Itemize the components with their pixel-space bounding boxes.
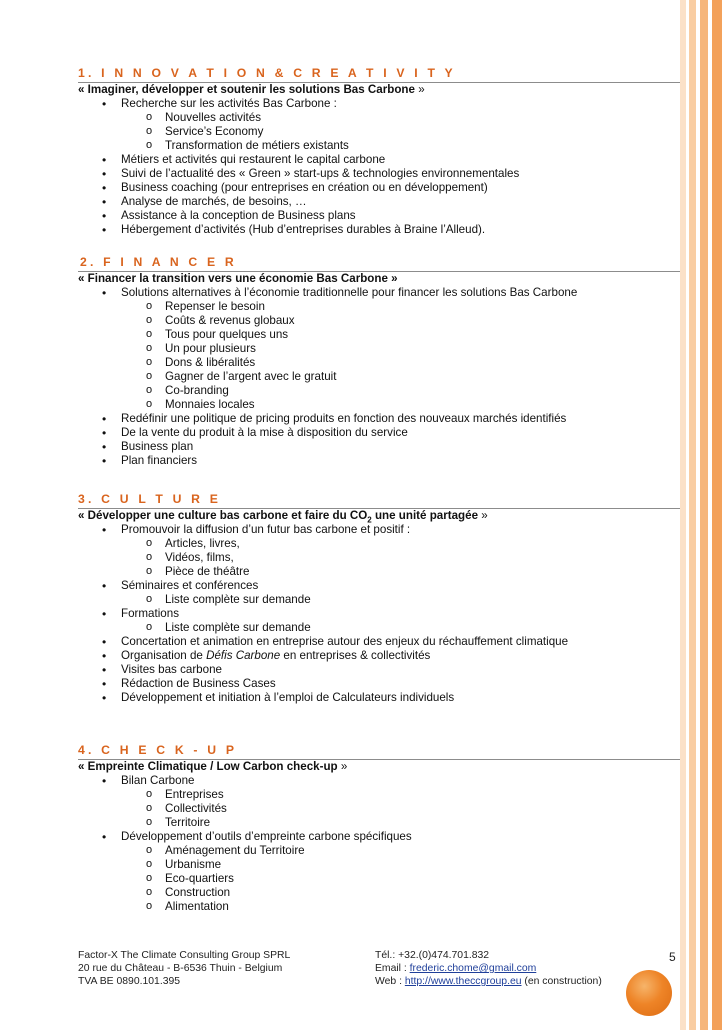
section-title: 4. C H E C K - U P (78, 743, 680, 760)
list-item: • Plan financiers (78, 454, 680, 468)
list-item: o Entreprises (78, 788, 680, 802)
bullet-list (78, 523, 680, 705)
list-item: • Formations o Liste complète sur demande (78, 607, 680, 635)
list-item: o Repenser le besoin (78, 300, 680, 314)
bullet-list (78, 774, 680, 914)
page-number: 5 (669, 950, 676, 964)
list-item: o Coûts & revenus globaux (78, 314, 680, 328)
web-line: Web : http://www.theccgroup.eu (en construction) (375, 976, 602, 987)
list-item: • Hébergement d’activités (Hub d’entreprises durables à Braine l’Alleud). (78, 223, 680, 237)
list-item: • Visites bas carbone (78, 663, 680, 677)
section-financer (78, 255, 680, 468)
footer-company-block (78, 949, 368, 988)
list-item: • Business coaching (pour entreprises en création ou en développement) (78, 181, 680, 195)
list-item: • Développement d’outils d’empreinte carbone spécifiques o Aménagement du Territoire o Urbanisme o Eco-quartiers o Construction o Alimentation (78, 830, 680, 914)
list-item: • Business plan (78, 440, 680, 454)
section-title: 3. C U L T U R E (78, 492, 680, 509)
list-item: • Concertation et animation en entreprise autour des enjeux du réchauffement climatique (78, 635, 680, 649)
list-item: o Liste complète sur demande (78, 593, 680, 607)
section-subtitle: « Imaginer, développer et soutenir les solutions Bas Carbone » (78, 83, 425, 96)
list-item: o Alimentation (78, 900, 680, 914)
list-item: o Vidéos, films, (78, 551, 680, 565)
orange-circle-decoration (626, 970, 672, 1016)
list-item: o Construction (78, 886, 680, 900)
sub-list (121, 593, 680, 607)
sub-list (121, 300, 680, 412)
section-culture (78, 492, 680, 705)
list-item: o Articles, livres, (78, 537, 680, 551)
email-link[interactable]: frederic.chome@gmail.com (409, 963, 537, 974)
list-item: o Territoire (78, 816, 680, 830)
list-item: • Promouvoir la diffusion d’un futur bas carbone et positif : o Articles, livres, o Vidéos, films, o Pièce de théâtre (78, 523, 680, 579)
list-item: • Métiers et activités qui restaurent le capital carbone (78, 153, 680, 167)
list-item: o Urbanisme (78, 858, 680, 872)
list-item: o Dons & libéralités (78, 356, 680, 370)
list-item: • Bilan Carbone o Entreprises o Collectivités o Territoire (78, 774, 680, 830)
list-item: • Analyse de marchés, de besoins, … (78, 195, 680, 209)
list-item: • Développement et initiation à l’emploi de Calculateurs individuels (78, 691, 680, 705)
list-item: o Un pour plusieurs (78, 342, 680, 356)
list-item: • Rédaction de Business Cases (78, 677, 680, 691)
footer-contact-block (375, 949, 635, 988)
section-innovation (78, 66, 680, 237)
list-item: • Assistance à la conception de Business plans (78, 209, 680, 223)
section-subtitle: « Développer une culture bas carbone et faire du $CO_2$ une unité partagée » (78, 509, 488, 525)
company-address: 20 rue du Château - B-6536 Thuin - Belgium (78, 963, 283, 974)
list-item: • Redéfinir une politique de pricing produits en fonction des nouveaux marchés identifiés (78, 412, 680, 426)
list-item: o Gagner de l’argent avec le gratuit (78, 370, 680, 384)
section-checkup (78, 743, 680, 914)
list-item: o Liste complète sur demande (78, 621, 680, 635)
section-subtitle: « Empreinte Climatique / Low Carbon check-up » (78, 760, 348, 773)
sub-list (121, 621, 680, 635)
list-item: • Organisation de Défis Carbone en entreprises & collectivités (78, 649, 680, 663)
list-item: • Solutions alternatives à l’économie traditionnelle pour financer les solutions Bas Carbone o Repenser le besoin o Coûts & revenus globaux o Tous pour quelques uns o Un pour plusieurs o Dons & libéralités o Gagner de l’argent avec le gratuit o Co-branding o Monnaies locales (78, 286, 680, 412)
list-item: o Eco-quartiers (78, 872, 680, 886)
phone-number: Tél.: +32.(0)474.701.832 (375, 950, 490, 961)
section-title: 2. F I N A N C E R (78, 255, 680, 272)
sub-list (121, 537, 680, 579)
company-name: Factor-X The Climate Consulting Group SPRL (78, 950, 291, 961)
email-line: Email : frederic.chome@gmail.com (375, 963, 537, 974)
sub-list (121, 111, 680, 153)
section-subtitle: « Financer la transition vers une économie Bas Carbone » (78, 272, 398, 285)
company-vat: TVA BE 0890.101.395 (78, 976, 181, 987)
page-content (78, 66, 680, 914)
list-item: o Transformation de métiers existants (78, 139, 680, 153)
list-item: o Pièce de théâtre (78, 565, 680, 579)
list-item: o Co-branding (78, 384, 680, 398)
decorative-stripes (680, 0, 728, 1030)
list-item: • De la vente du produit à la mise à disposition du service (78, 426, 680, 440)
list-item: o Tous pour quelques uns (78, 328, 680, 342)
web-link[interactable]: http://www.theccgroup.eu (404, 976, 522, 987)
list-item: • Recherche sur les activités Bas Carbone : o Nouvelles activités o Service’s Economy o Transformation de métiers existants (78, 97, 680, 153)
list-item: • Séminaires et conférences o Liste complète sur demande (78, 579, 680, 607)
list-item: o Aménagement du Territoire (78, 844, 680, 858)
list-item: o Nouvelles activités (78, 111, 680, 125)
section-title: 1. I N N O V A T I O N & C R E A T I V I T Y (78, 66, 680, 83)
list-item: o Service’s Economy (78, 125, 680, 139)
list-item: o Collectivités (78, 802, 680, 816)
sub-list (121, 844, 680, 914)
sub-list (121, 788, 680, 830)
bullet-list (78, 286, 680, 468)
bullet-list (78, 97, 680, 237)
list-item: • Suivi de l’actualité des « Green » start-ups & technologies environnementales (78, 167, 680, 181)
list-item: o Monnaies locales (78, 398, 680, 412)
